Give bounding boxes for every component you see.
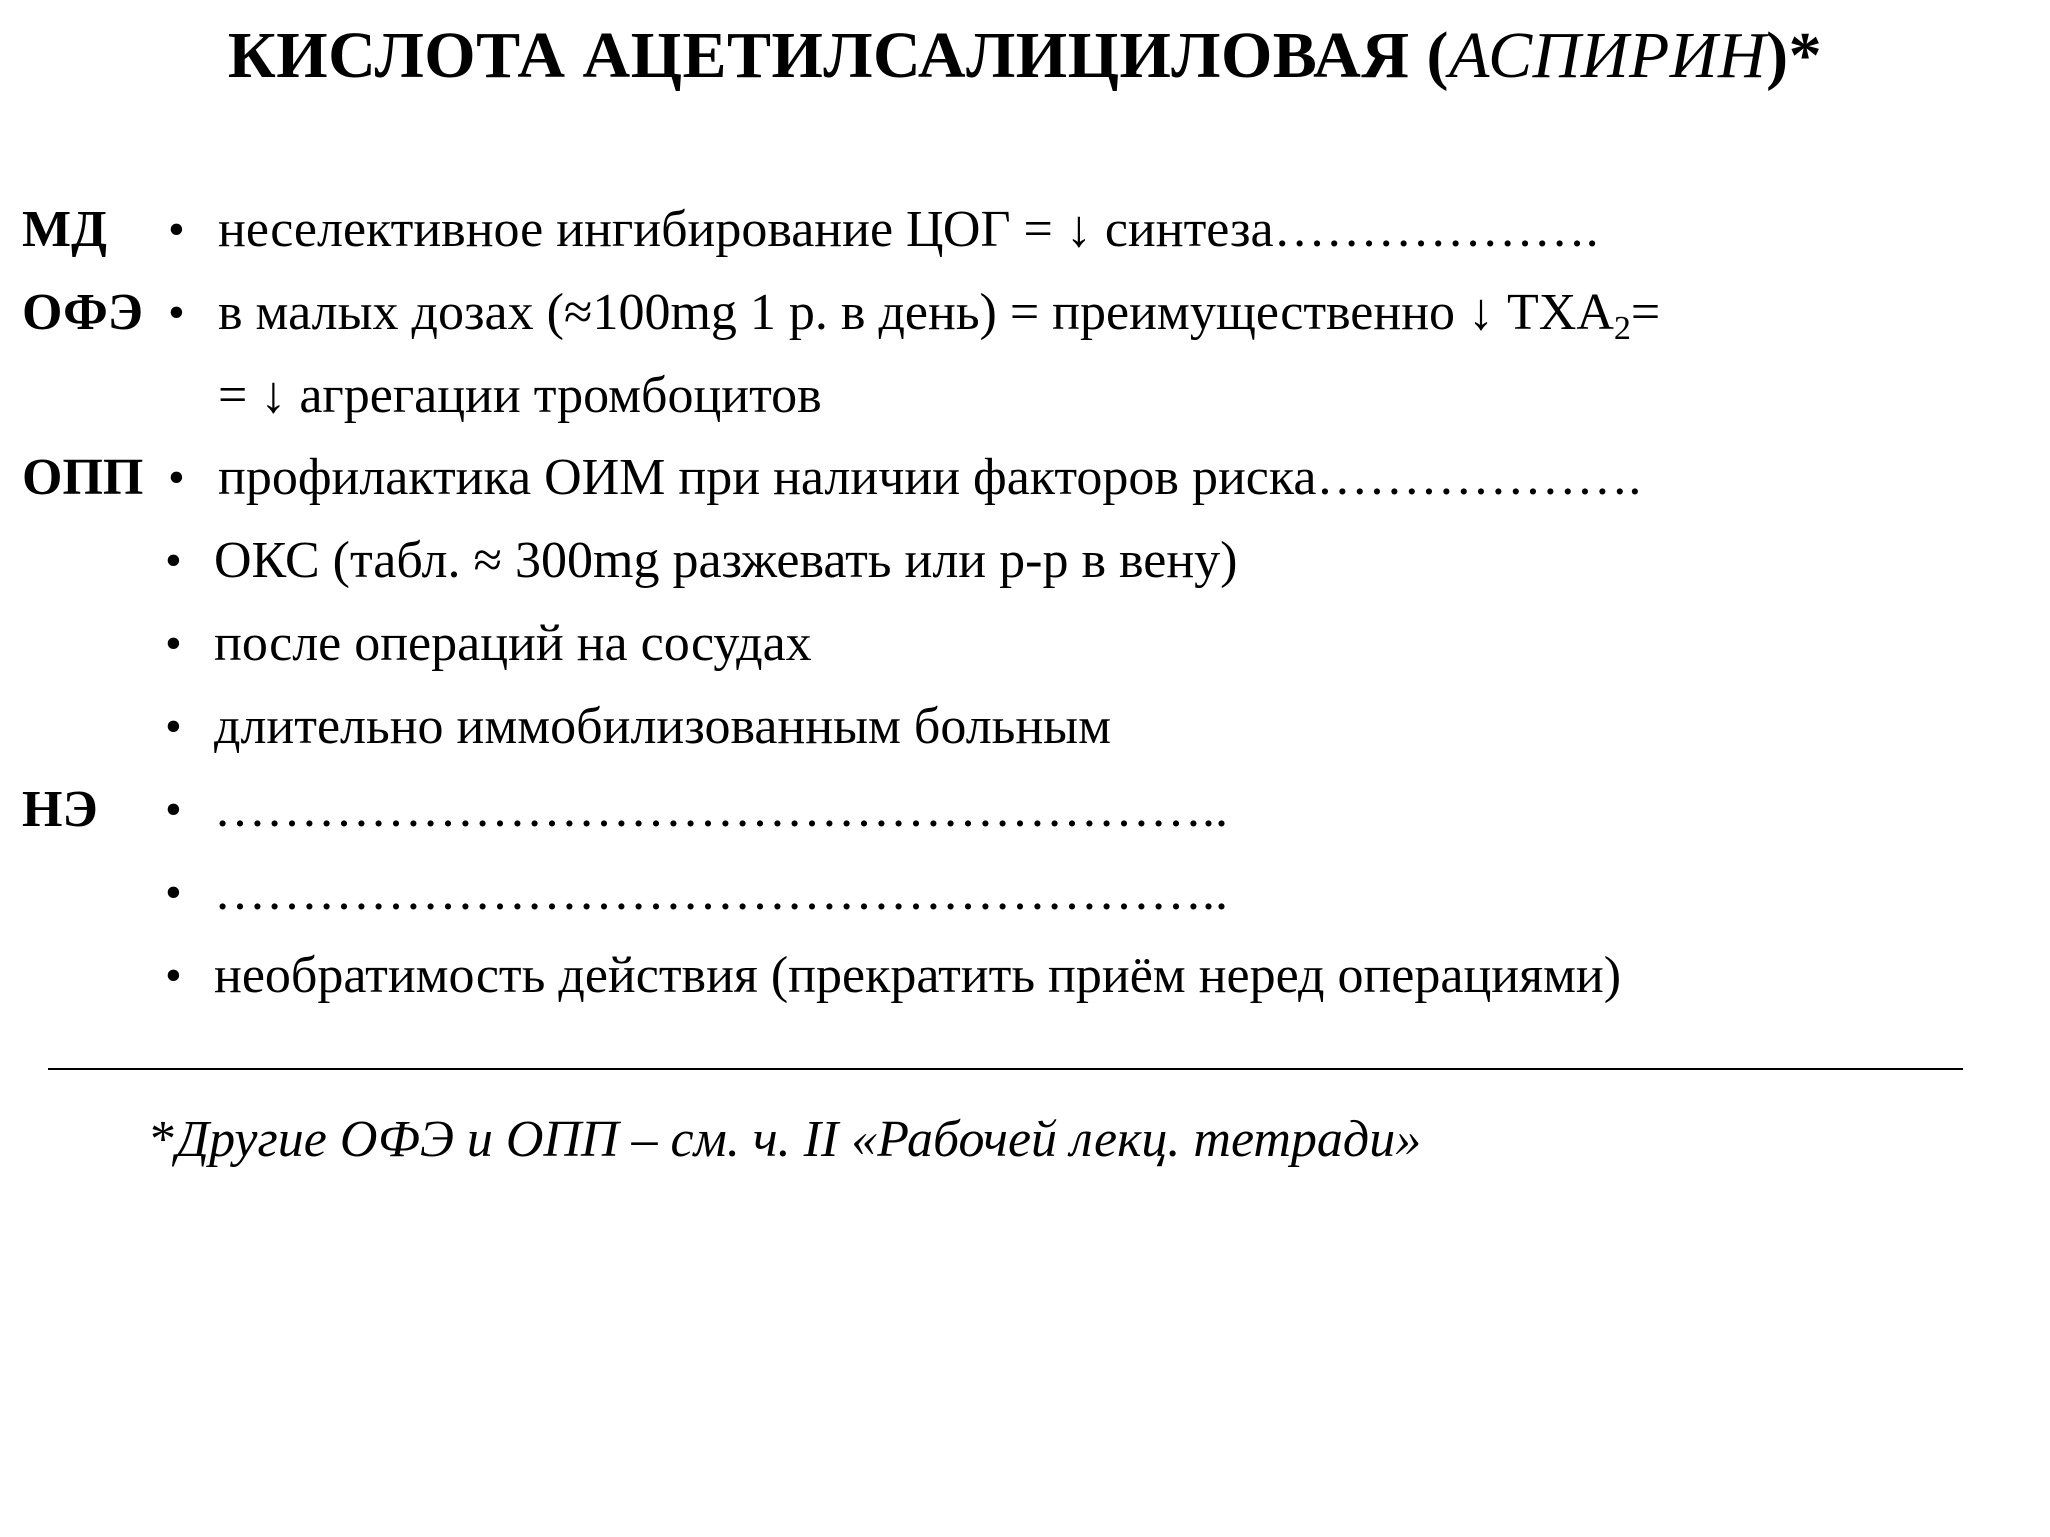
ofe-item-1 xyxy=(218,278,1660,348)
footnote xyxy=(150,1105,1421,1175)
footnote-divider xyxy=(48,1068,1963,1070)
bullet: • xyxy=(168,451,185,504)
opp-item-4: длительно иммобилизованным больным xyxy=(214,698,1112,755)
opp-item-3: после операций на сосудах xyxy=(214,615,812,672)
bullet: • xyxy=(168,203,185,256)
ofe-item-1-main: в малых дозах (≈100mg 1 р. в день) = преимущественно ↓ ТХА xyxy=(218,284,1614,341)
bullet: • xyxy=(165,866,182,919)
title-main: КИСЛОТА АЦЕТИЛСАЛИЦИЛОВАЯ ( xyxy=(227,19,1449,92)
ofe-item-1-subscript: 2 xyxy=(1613,310,1631,347)
bullet: • xyxy=(168,286,185,339)
bullet: • xyxy=(165,534,182,587)
section-label-opp: ОПП xyxy=(22,449,144,506)
ofe-item-1-continued: = ↓ агрегации тромбоцитов xyxy=(218,367,822,424)
ne-item-1: ………………………………………………….. xyxy=(214,781,1228,838)
bullet: • xyxy=(165,783,182,836)
section-label-ne: НЭ xyxy=(22,781,98,838)
opp-item-1: профилактика ОИМ при наличии факторов риска………………. xyxy=(218,449,1642,506)
ofe-item-1-end: = xyxy=(1630,284,1661,341)
footnote-text: Другие ОФЭ и ОПП – см. ч. II «Рабочей лекц. тетради» xyxy=(176,1111,1422,1168)
bullet: • xyxy=(165,617,182,670)
opp-item-2: ОКС (табл. ≈ 300mg разжевать или р-р в вену) xyxy=(214,532,1238,589)
title-italic: АСПИРИН xyxy=(1448,19,1767,92)
bullet: • xyxy=(165,700,182,753)
section-label-ofe: ОФЭ xyxy=(22,284,144,341)
section-label-md: МД xyxy=(22,201,107,258)
md-item-1: неселективное ингибирование ЦОГ = ↓ синтеза………………. xyxy=(218,201,1599,258)
footnote-star: * xyxy=(150,1111,176,1168)
bullet: • xyxy=(165,949,182,1002)
page-title xyxy=(0,18,2050,94)
ne-item-3: необратимость действия (прекратить приём неред операциями) xyxy=(214,947,1622,1004)
ne-item-2: ………………………………………………….. xyxy=(214,864,1228,921)
title-close: )* xyxy=(1766,19,1823,92)
